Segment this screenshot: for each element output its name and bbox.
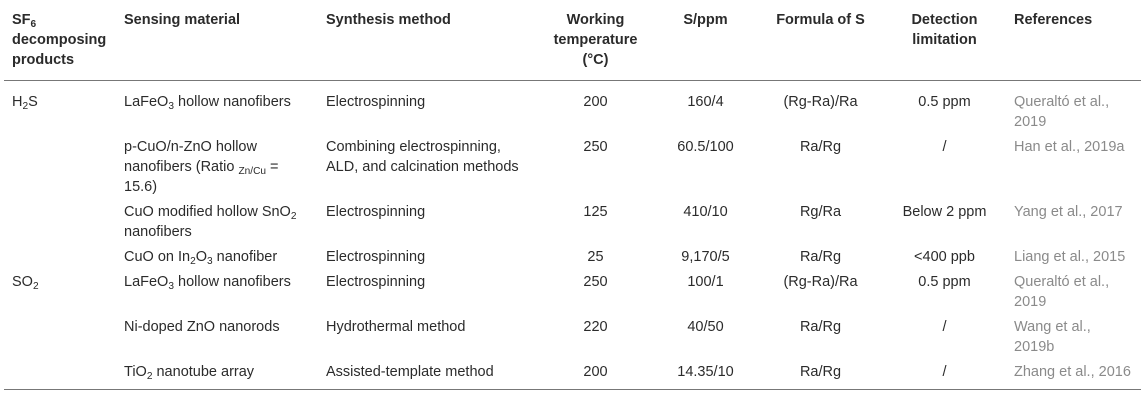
header-products-sub: 6 [30,19,37,30]
cell-temperature: 125 [583,204,608,220]
material-text-post: hollow nanofibers [173,94,291,110]
cell-material [116,81,318,136]
material-sub-2: 3 [207,256,213,267]
material-sub: 3 [168,101,174,112]
cell-reference: Queraltó et al., 2019 [1014,94,1110,130]
material-text: LaFeO [124,274,169,290]
cell-reference: Liang et al., 2015 [1014,249,1126,265]
material-sub: 2 [290,211,297,222]
cell-product [4,360,116,390]
cell-synthesis: Electrospinning [326,249,426,265]
cell-temperature: 250 [583,274,608,290]
cell-formula: (Rg-Ra)/Ra [783,274,858,290]
material-text: p-CuO/n-ZnO hollow nanofibers (Ratio [124,139,257,175]
material-text-post: = 15.6) [124,159,279,195]
cell-synthesis: Electrospinning [326,94,426,110]
cell-material [116,135,318,200]
cell-material [116,360,318,390]
material-text: CuO on In [124,249,191,265]
material-text: Ni-doped ZnO nanorods [124,319,280,335]
table-row [4,200,1141,245]
cell-product [4,245,116,270]
cell-formula: Rg/Ra [799,204,842,220]
cell-formula: Ra/Rg [799,364,842,380]
material-sub: 2 [190,256,196,267]
cell-synthesis: Assisted-template method [326,364,494,380]
material-text-post: O [195,249,208,265]
material-sub: Zn/Cu [238,166,267,177]
table-row [4,135,1141,200]
material-sub: 3 [168,281,174,292]
product-text-post: S [28,94,38,110]
material-text: CuO modified hollow SnO [124,204,291,220]
product-text: SO [12,274,33,290]
header-detection: Detection limitation [911,12,978,48]
cell-detection: 0.5 ppm [918,94,971,110]
cell-sppm: 60.5/100 [677,139,734,155]
product-sub: 2 [32,281,39,292]
cell-reference: Han et al., 2019a [1014,139,1125,155]
cell-product [4,81,116,136]
cell-product [4,315,116,360]
sensing-materials-table [4,0,1141,390]
table-header [4,0,1141,81]
material-text-post: hollow nanofibers [173,274,291,290]
cell-synthesis: Hydrothermal method [326,319,466,335]
product-sub: 2 [22,101,29,112]
cell-formula: Ra/Rg [799,319,842,335]
cell-synthesis: Combining electrospinning, ALD, and calcination methods [326,139,519,175]
cell-detection: / [942,319,947,335]
cell-temperature: 220 [583,319,608,335]
cell-formula: Ra/Rg [799,249,842,265]
cell-formula: (Rg-Ra)/Ra [783,94,858,110]
cell-synthesis: Electrospinning [326,204,426,220]
cell-temperature: 250 [583,139,608,155]
cell-product [4,270,116,315]
header-products [4,0,116,81]
table-row [4,315,1141,360]
cell-reference: Zhang et al., 2016 [1014,364,1131,380]
cell-material [116,270,318,315]
header-formula: Formula of S [776,12,865,28]
cell-sppm: 40/50 [687,319,724,335]
material-sub: 2 [146,371,153,382]
cell-temperature: 25 [587,249,604,265]
cell-detection: 0.5 ppm [918,274,971,290]
cell-detection: / [942,364,947,380]
material-text: LaFeO [124,94,169,110]
cell-detection: <400 ppb [914,249,975,265]
cell-detection: Below 2 ppm [902,204,987,220]
cell-sppm: 14.35/10 [677,364,734,380]
header-sppm: S/ppm [683,12,728,28]
table-body [4,81,1141,390]
header-products-post: decomposing products [12,32,107,68]
cell-reference: Queraltó et al., 2019 [1014,274,1110,310]
cell-formula: Ra/Rg [799,139,842,155]
cell-sppm: 160/4 [687,94,724,110]
material-text-post: nanofibers [124,224,192,240]
table-row [4,81,1141,136]
cell-sppm: 100/1 [687,274,724,290]
cell-sppm: 410/10 [683,204,728,220]
cell-product [4,135,116,200]
material-text-post: nanotube array [152,364,255,380]
cell-material [116,200,318,245]
cell-material [116,245,318,270]
cell-material [116,315,318,360]
material-text: TiO [124,364,147,380]
cell-sppm: 9,170/5 [681,249,730,265]
cell-product [4,200,116,245]
table-row [4,245,1141,270]
cell-detection: / [942,139,947,155]
table-row [4,360,1141,390]
header-row [4,0,1141,81]
header-synthesis: Synthesis method [326,12,451,28]
table-row [4,270,1141,315]
product-text: H [12,94,23,110]
header-products-pre: SF [12,12,31,28]
cell-temperature: 200 [583,94,608,110]
cell-synthesis: Electrospinning [326,274,426,290]
material-text-post-2: nanofiber [212,249,278,265]
header-material: Sensing material [124,12,241,28]
cell-temperature: 200 [583,364,608,380]
header-references: References [1014,12,1093,28]
header-temperature: Working temperature (°C) [553,12,638,68]
cell-reference: Wang et al., 2019b [1014,319,1091,355]
cell-reference: Yang et al., 2017 [1014,204,1123,220]
